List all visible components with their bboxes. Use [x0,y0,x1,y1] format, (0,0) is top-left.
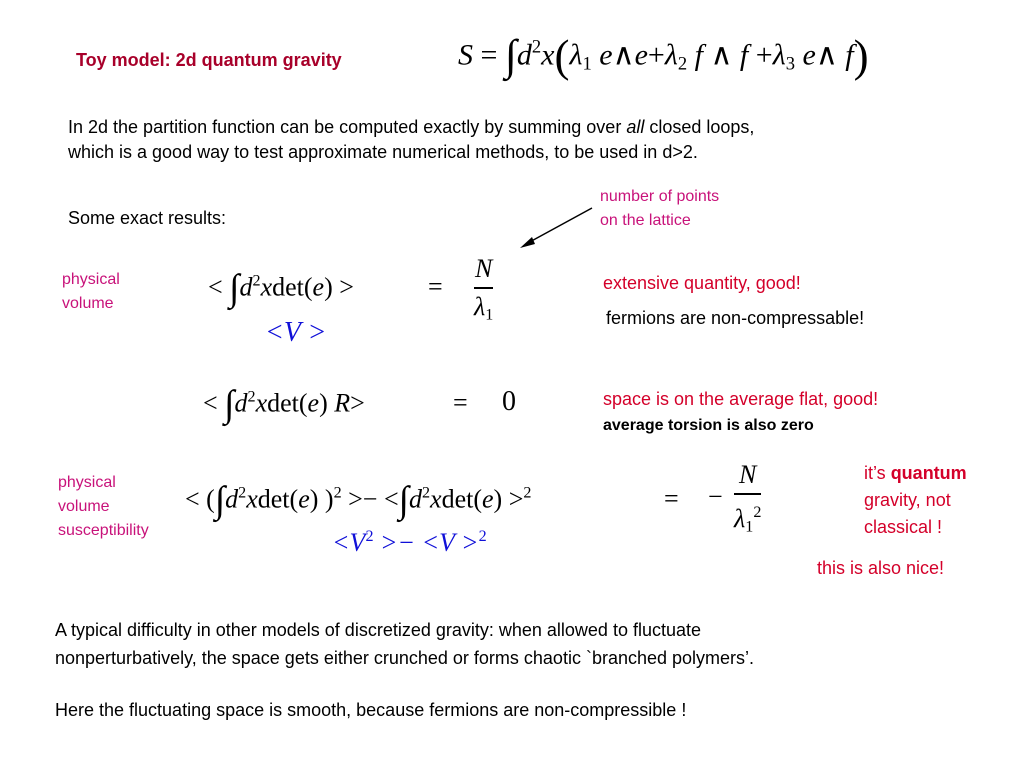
equation-2-rhs: 0 [502,386,516,417]
eq2-d: d [234,388,248,418]
eq3-d2: d [408,484,422,514]
eq3-e2: e [481,484,494,514]
action-rparen: ) [853,31,869,81]
comment-torsion: average torsion is also zero [603,417,814,434]
action-f1: f [694,38,703,72]
equation-3-volume-fluct [332,528,487,558]
eq3-denominator [734,498,761,542]
eq3-fraction-bar [734,493,761,495]
wedge3: ∧ [815,38,838,72]
eq3-sup-2: 2 [421,484,431,502]
equation-1-lhs [208,266,354,310]
action-sup-2: 2 [531,36,542,58]
eq3-den-sub: 1 [745,517,754,535]
annotation-lattice-line-2: on the lattice [600,212,691,229]
para-difficulty-line-2: nonperturbatively, the space gets either crunched or forms chaotic `branched polymers’. [55,648,755,668]
action-eq: = [480,38,498,72]
eq3-det-1: det( [257,484,299,514]
equation-2-equals: = [453,388,468,417]
eq1-lt: < [208,272,223,302]
eq1-integral: ∫ [229,267,240,309]
label-physical-volume-1: physical [62,271,120,288]
lambda2-sub: 2 [677,53,688,75]
eq3-open: < ( [185,484,215,514]
eq3-x1: x [246,484,258,514]
eq1-e: e [312,272,325,302]
para-difficulty-line-1: A typical difficulty in other models of discretized gravity: when allowed to fluctuate [55,620,701,640]
comment-quantum-line-1 [864,463,967,484]
eq1-sup: 2 [252,272,261,290]
lambda3: λ [772,38,786,72]
action-d: d [516,38,532,72]
eq3-integral-2: ∫ [398,479,409,521]
eq3-numerator: N [739,460,757,489]
comment-quantum-pre: it’s [864,463,891,483]
eq3-e1: e [298,484,310,514]
label-susceptibility-3: susceptibility [58,522,149,539]
comment-fermions-noncompress: fermions are non-compressable! [606,308,865,328]
lambda3-sub: 3 [785,53,795,75]
eq1-close: ) > [324,272,354,302]
equation-1-fraction [474,254,493,330]
eq3-blue-sq1: 2 [365,528,374,546]
eq1-x: x [260,272,273,302]
label-susceptibility-1: physical [58,474,116,491]
eq1-det: det( [272,272,313,302]
eq3-det-2: det( [441,484,482,514]
eq3-x2: x [430,484,442,514]
annotation-lattice-line-1: number of points [600,188,720,205]
eq3-blue-b: >− <V > [373,528,479,557]
eq2-x: x [255,388,268,418]
action-f3: f [845,38,854,72]
eq3-close-2: ) > [493,484,524,514]
para-smooth: Here the fluctuating space is smooth, because fermions are non-compressible ! [55,700,687,720]
action-e3: e [802,38,816,72]
action-formula [458,30,869,82]
equation-3-fraction [734,460,761,542]
eq3-mid: >− < [341,484,399,514]
eq3-sq-2: 2 [523,484,532,502]
intro-line-1-post: closed loops, [644,117,755,137]
comment-quantum-bold: quantum [890,463,967,483]
integral-symbol: ∫ [504,31,517,80]
equation-1-volume: <V > [265,317,327,348]
action-f2: f [739,38,749,72]
equation-2-lhs [203,382,365,426]
comment-quantum-line-2: gravity, not [864,490,951,510]
lambda2: λ [664,38,678,72]
plus2: + [755,38,773,72]
eq2-integral: ∫ [224,383,235,425]
eq2-det: det( [267,388,308,418]
eq1-d: d [239,272,253,302]
arrow-to-N [510,200,610,255]
label-physical-volume-2: volume [62,295,114,312]
eq3-close-1: ) ) [309,484,334,514]
equation-3-equals: = [664,484,679,513]
equation-3-minus: − [708,482,723,511]
equation-3-lhs [185,478,531,522]
eq2-R: R [334,388,351,418]
intro-line-1-pre: In 2d the partition function can be computed exactly by summing over [68,117,627,137]
eq2-close: ) [319,388,328,418]
eq2-gt: > [350,388,365,418]
eq1-fraction-bar [474,287,493,289]
wedge1: ∧ [612,38,635,72]
comment-flat: space is on the average flat, good! [603,389,879,409]
action-S: S [458,38,473,72]
intro-line-2: which is a good way to test approximate numerical methods, to be used in d>2. [68,142,698,162]
comment-extensive: extensive quantity, good! [603,273,801,293]
intro-line-1-em: all [626,117,645,137]
slide-title: Toy model: 2d quantum gravity [76,50,342,70]
eq3-den-lambda: λ [734,503,746,533]
action-e1: e [599,38,613,72]
eq3-sq-1: 2 [333,484,342,502]
lambda1: λ [569,38,583,72]
action-lparen: ( [554,31,570,81]
eq3-d1: d [225,484,239,514]
eq2-e: e [307,388,320,418]
label-susceptibility-2: volume [58,498,110,515]
comment-nice: this is also nice! [817,558,945,578]
eq3-den-sup: 2 [753,503,762,521]
eq1-numerator: N [474,254,493,283]
eq2-lt: < [203,388,218,418]
comment-quantum-line-3: classical ! [864,517,943,537]
action-x: x [541,38,555,72]
wedge2: ∧ [710,38,733,72]
action-e2: e [634,38,648,72]
intro-line-1 [68,117,754,138]
equation-1-equals: = [428,272,443,301]
eq3-sup-1: 2 [238,484,247,502]
eq3-blue-a: <V [332,528,366,557]
eq1-denominator [474,292,493,331]
eq1-den-sub: 1 [485,306,494,323]
eq3-integral-1: ∫ [214,479,226,521]
eq3-blue-sq2: 2 [478,528,487,546]
some-exact-results: Some exact results: [68,208,227,228]
lambda1-sub: 1 [582,53,592,75]
eq1-den-lambda: λ [474,291,486,321]
plus1: + [647,38,665,72]
eq2-sup: 2 [247,388,256,406]
